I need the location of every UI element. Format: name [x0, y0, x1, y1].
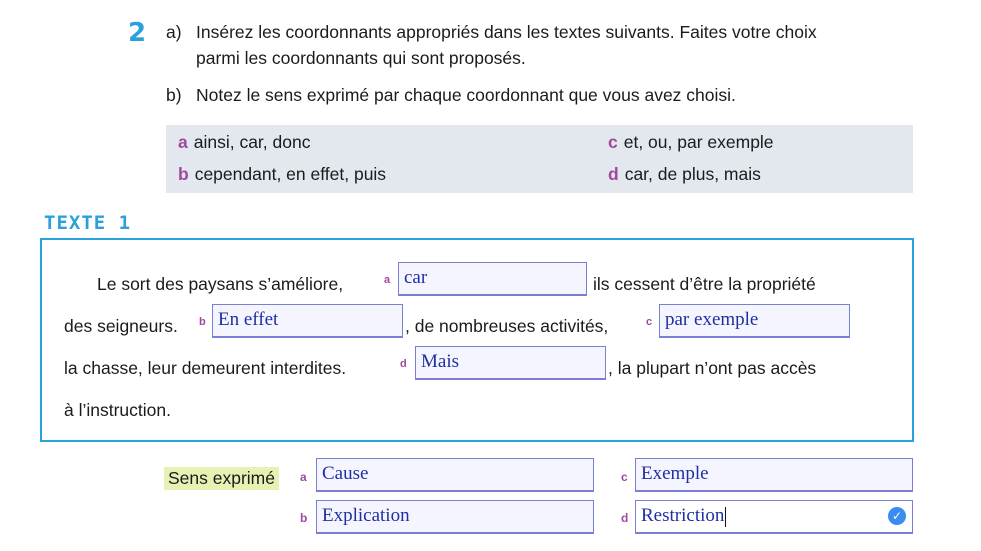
sens-d-input[interactable]	[635, 500, 913, 534]
choice-b	[178, 164, 386, 185]
texte-line3-after: , la plupart n’ont pas accès	[608, 358, 817, 378]
instruction-a-line1: Insérez les coordonnants appropriés dans les textes suivants. Faites votre choix	[196, 22, 817, 42]
choice-letter: c	[608, 132, 618, 152]
texte-line1-after: ils cessent d’être la propriété	[593, 274, 816, 294]
blank-c-label: c	[646, 316, 653, 328]
sens-c-label: c	[621, 470, 628, 484]
texte-line2-after: , de nombreuses activités,	[405, 316, 609, 336]
choice-text: ainsi, car, donc	[193, 132, 311, 152]
instruction-a-tag: a)	[166, 22, 182, 42]
blank-a-label: a	[384, 274, 391, 286]
instruction-a-line2: parmi les coordonnants qui sont proposés.	[196, 48, 526, 68]
sens-a-label: a	[300, 470, 307, 484]
texte-line3-before: la chasse, leur demeurent interdites.	[64, 358, 347, 378]
text-caret	[725, 507, 726, 527]
choice-text: car, de plus, mais	[624, 164, 761, 184]
check-icon[interactable]: ✓	[888, 507, 906, 525]
instruction-b	[166, 83, 736, 107]
sens-b-label: b	[300, 511, 308, 525]
choice-letter: d	[608, 164, 619, 184]
sens-b-input[interactable]: Explication	[316, 500, 594, 534]
sens-d-value: Restriction	[641, 505, 725, 526]
blank-b-input[interactable]: En effet	[212, 304, 403, 338]
texte-title: TEXTE 1	[44, 212, 132, 234]
sens-d-label: d	[621, 511, 629, 525]
sens-label: Sens exprimé	[164, 467, 279, 490]
texte-line4: à l’instruction.	[64, 400, 171, 420]
exercise-number: 2	[128, 18, 147, 48]
choice-text: et, ou, par exemple	[623, 132, 774, 152]
instruction-b-line1: Notez le sens exprimé par chaque coordonnant que vous avez choisi.	[196, 85, 736, 105]
choice-letter: a	[178, 132, 188, 152]
choice-a	[178, 132, 310, 153]
blank-d-input[interactable]: Mais	[415, 346, 606, 380]
choice-c	[608, 132, 774, 153]
choice-letter: b	[178, 164, 189, 184]
instruction-a	[166, 20, 817, 44]
choice-d	[608, 164, 761, 185]
texte-line1-before: Le sort des paysans s’améliore,	[97, 274, 344, 294]
sens-c-input[interactable]: Exemple	[635, 458, 913, 492]
blank-b-label: b	[199, 316, 206, 328]
instruction-b-tag: b)	[166, 85, 182, 105]
texte-line2-before: des seigneurs.	[64, 316, 178, 336]
sens-a-input[interactable]: Cause	[316, 458, 594, 492]
blank-c-input[interactable]: par exemple	[659, 304, 850, 338]
blank-a-input[interactable]: car	[398, 262, 587, 296]
choice-text: cependant, en effet, puis	[194, 164, 387, 184]
blank-d-label: d	[400, 358, 407, 370]
